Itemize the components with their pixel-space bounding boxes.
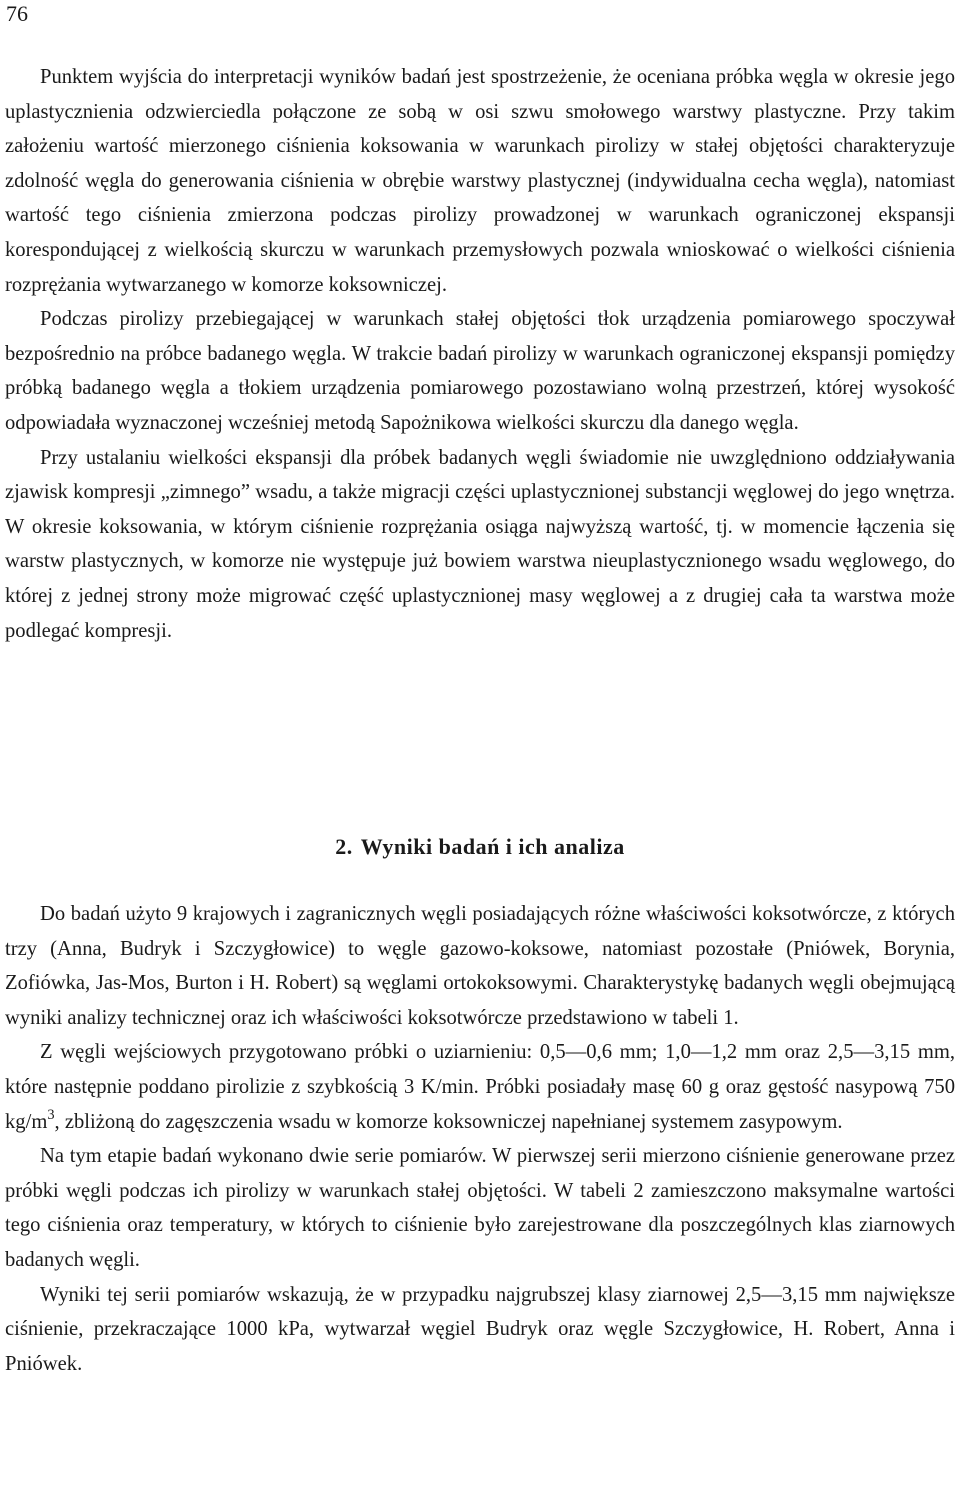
paragraph: Wyniki tej serii pomiarów wskazują, że w przypadku najgrubszej klasy ziarnowej 2,5—3,15 mm największe ciśnienie, przekraczające 1000 kPa, wytwarzał węgiel Budryk oraz węgle Szczygłowice, H. Robert, Anna i Pniówek. [5, 1283, 955, 1375]
paragraph: Punktem wyjścia do interpretacji wyników badań jest spostrzeżenie, że oceniana próbka węgla w okresie jego uplastycznienia odzwierciedla połączone ze sobą w osi szwu smołowego warstwy plastyczne. Przy takim założeniu wartość mierzonego ciśnienia koksowania w warunkach pirolizy w stałej objętości charakteryzuje zdolność węgla do generowania ciśnienia w obrębie warstwy plastycznej (indywidualna cecha węgla), natomiast wartość tego ciśnienia zmierzona podczas pirolizy prowadzonej w warunkach ograniczonej ekspansji korespondującej z wielkością skurczu w warunkach przemysłowych pozwala wnioskować o wielkości ciśnienia rozprężania wytwarzanego w komorze koksowniczej. [5, 66, 955, 296]
paragraph [5, 1035, 955, 1139]
paragraph: Na tym etapie badań wykonano dwie serie pomiarów. W pierwszej serii mierzono ciśnienie generowane przez próbki węgli podczas ich pirolizy w warunkach stałej objętości. W tabeli 2 zamieszczono maksymalne wartości tego ciśnienia oraz temperatury, w których to ciśnienie było zarejestrowane dla poszczególnych klas ziarnowych badanych węgli. [5, 1145, 955, 1271]
section-heading-number: 2. [335, 834, 353, 859]
page-number: 76 [6, 1, 28, 26]
paragraph: Do badań użyto 9 krajowych i zagranicznych węgli posiadających różne właściwości koksotwórcze, z których trzy (Anna, Budryk i Szczygłowice) to węgle gazowo-koksowe, natomiast pozostałe (Pniówek, Borynia, Zofiówka, Jas-Mos, Burton i H. Robert) są węglami ortokoksowymi. Charakterystykę badanych węgli obejmującą wyniki analizy technicznej oraz ich właściwości koksotwórcze przedstawiono w tabeli 1. [5, 903, 955, 1029]
section-1-body [5, 60, 955, 648]
paragraph-text: Z węgli wejściowych przygotowano próbki o uziarnieniu: 0,5—0,6 mm; 1,0—1,2 mm oraz 2,5—3,15 mm, które następnie poddano pirolizie z szybkością 3 K/min. Próbki posiadały masę 60 g oraz gęstość nasypową 750 kg/m [5, 1041, 955, 1133]
paragraph: Podczas pirolizy przebiegającej w warunkach stałej objętości tłok urządzenia pomiarowego spoczywał bezpośrednio na próbce badanego węgla. W trakcie badań pirolizy w warunkach ograniczonej ekspansji pomiędzy próbką badanego węgla a tłokiem urządzenia pomiarowego pozostawiano wolną przestrzeń, której wysokość odpowiadała wyznaczonej wcześniej metodą Sapożnikowa wielkości skurczu dla danego węgla. [5, 308, 955, 434]
superscript: 3 [47, 1106, 55, 1123]
section-heading [0, 830, 960, 864]
paragraph-text: , zbliżoną do zagęszczenia wsadu w komorze koksowniczej napełnianej systemem zasypowym. [54, 1110, 843, 1133]
paragraph: Przy ustalaniu wielkości ekspansji dla próbek badanych węgli świadomie nie uwzględniono oddziaływania zjawisk kompresji „zimnego” wsadu, a także migracji części uplastycznionej substancji węglowej do jego wnętrza. W okresie koksowania, w którym ciśnienie rozprężania osiąga najwyższą wartość, tj. w momencie łączenia się warstw plastycznych, w komorze nie występuje już bowiem warstwa nieuplastycznionego wsadu węglowego, do której z jednej strony może migrować część uplastycznionej masy węglowej a z drugiej cała ta warstwa może podlegać kompresji. [5, 446, 955, 642]
section-heading-title: Wyniki badań i ich analiza [360, 834, 625, 859]
section-2-body [5, 897, 955, 1381]
